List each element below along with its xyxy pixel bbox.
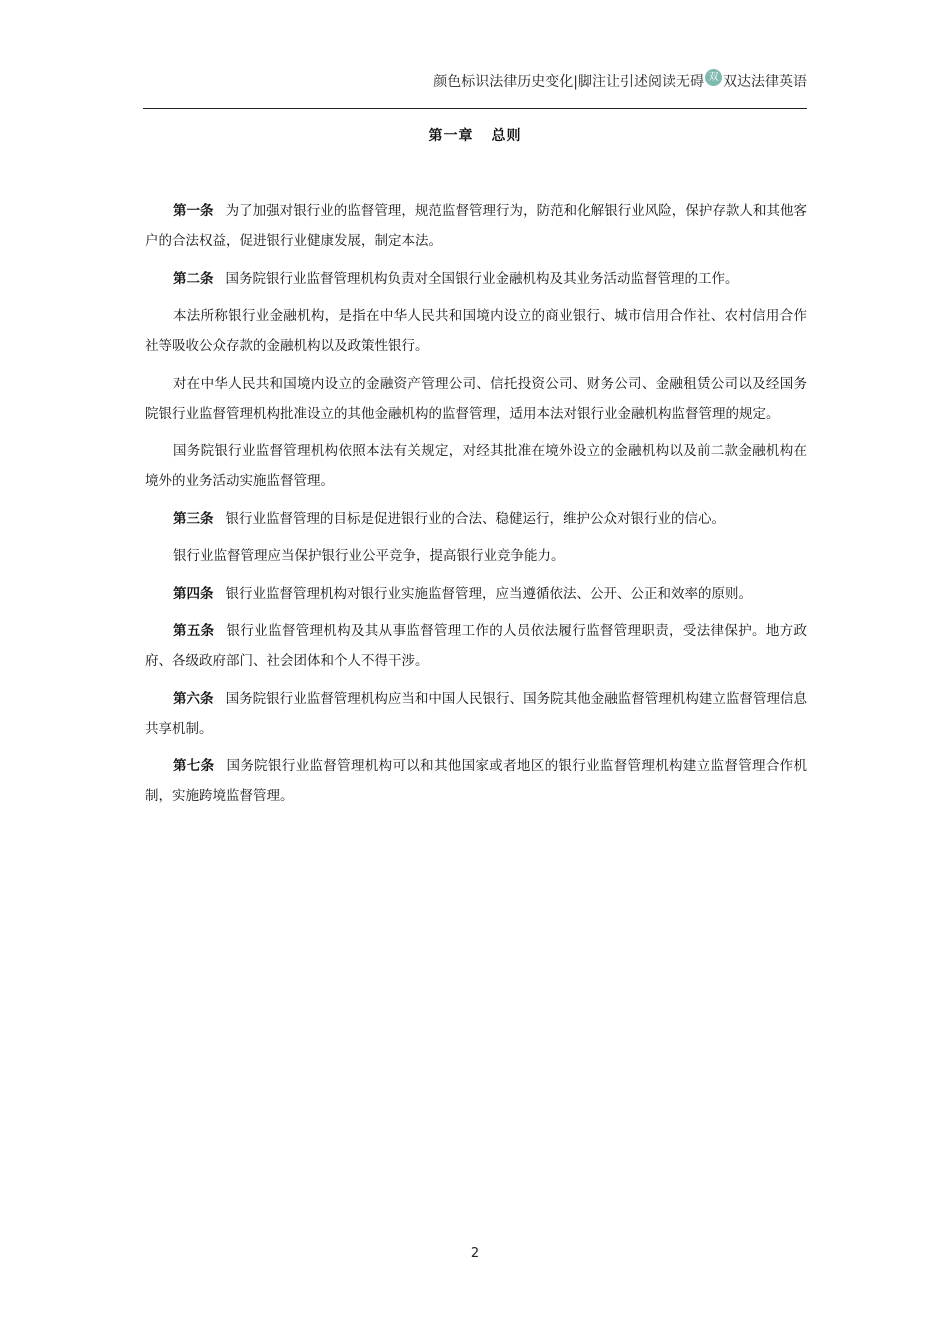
- header-text-middle: 脚注让引述阅读无碍: [578, 74, 704, 90]
- paragraph-text: 国务院银行业监督管理机构可以和其他国家或者地区的银行业监督管理机构建立监督管理合作机制，实施跨境监督管理。: [145, 758, 808, 804]
- paragraph-text: 对在中华人民共和国境内设立的金融资产管理公司、信托投资公司、财务公司、金融租赁公司以及经国务院银行业监督管理机构批准设立的其他金融机构的监督管理，适用本法对银行业金融机构监督管理的规定。: [145, 375, 807, 422]
- document-body: [145, 196, 807, 819]
- article-paragraph: [145, 616, 807, 676]
- paragraph-text: 银行业监督管理机构对银行业实施监督管理，应当遵循依法、公开、公正和效率的原则。: [225, 585, 752, 602]
- chapter-heading: [143, 125, 807, 145]
- article-number: 第三条: [173, 510, 214, 527]
- article-paragraph: [145, 541, 807, 571]
- article-number: 第二条: [173, 270, 214, 287]
- article-number: 第一条: [173, 203, 214, 219]
- paragraph-text: 银行业监督管理的目标是促进银行业的合法、稳健运行，维护公众对银行业的信心。: [225, 510, 725, 527]
- article-paragraph: [145, 579, 807, 609]
- chapter-number: 第一章: [428, 128, 474, 144]
- paragraph-text: 本法所称银行业金融机构，是指在中华人民共和国境内设立的商业银行、城市信用合作社、农村信用合作社等吸收公众存款的金融机构以及政策性银行。: [145, 308, 807, 354]
- article-paragraph: [145, 751, 807, 811]
- article-paragraph: [145, 196, 807, 256]
- article-number: 第六条: [173, 690, 214, 707]
- header-text-right: 双达法律英语: [723, 74, 807, 90]
- header-separator: |: [573, 74, 578, 90]
- paragraph-text: 国务院银行业监督管理机构应当和中国人民银行、国务院其他金融监督管理机构建立监督管理信息共享机制。: [145, 690, 808, 737]
- article-number: 第四条: [173, 585, 214, 602]
- article-paragraph: [145, 369, 807, 429]
- chapter-title: 总则: [491, 128, 522, 144]
- article-paragraph: [145, 436, 807, 496]
- paragraph-text: 银行业监督管理应当保护银行业公平竞争，提高银行业竞争能力。: [173, 548, 565, 564]
- article-paragraph: [145, 684, 807, 744]
- paragraph-text: 为了加强对银行业的监督管理，规范监督管理行为，防范和化解银行业风险，保护存款人和其他客户的合法权益，促进银行业健康发展，制定本法。: [145, 203, 808, 249]
- article-paragraph: [145, 504, 807, 534]
- article-number: 第七条: [173, 758, 215, 774]
- article-paragraph: [145, 264, 807, 294]
- article-paragraph: [145, 301, 807, 361]
- article-number: 第五条: [173, 623, 215, 639]
- running-header: [433, 72, 807, 92]
- paragraph-text: 国务院银行业监督管理机构依照本法有关规定，对经其批准在境外设立的金融机构以及前二款金融机构在境外的业务活动实施监督管理。: [145, 443, 807, 489]
- page-number: 2: [470, 1246, 480, 1261]
- paragraph-text: 国务院银行业监督管理机构负责对全国银行业金融机构及其业务活动监督管理的工作。: [225, 270, 739, 287]
- header-text-left: 颜色标识法律历史变化: [433, 74, 574, 90]
- paragraph-text: 银行业监督管理机构及其从事监督管理工作的人员依法履行监督管理职责，受法律保护。地方政府、各级政府部门、社会团体和个人不得干涉。: [145, 623, 808, 669]
- brand-logo-icon: 双: [705, 69, 722, 86]
- header-divider: [143, 108, 807, 109]
